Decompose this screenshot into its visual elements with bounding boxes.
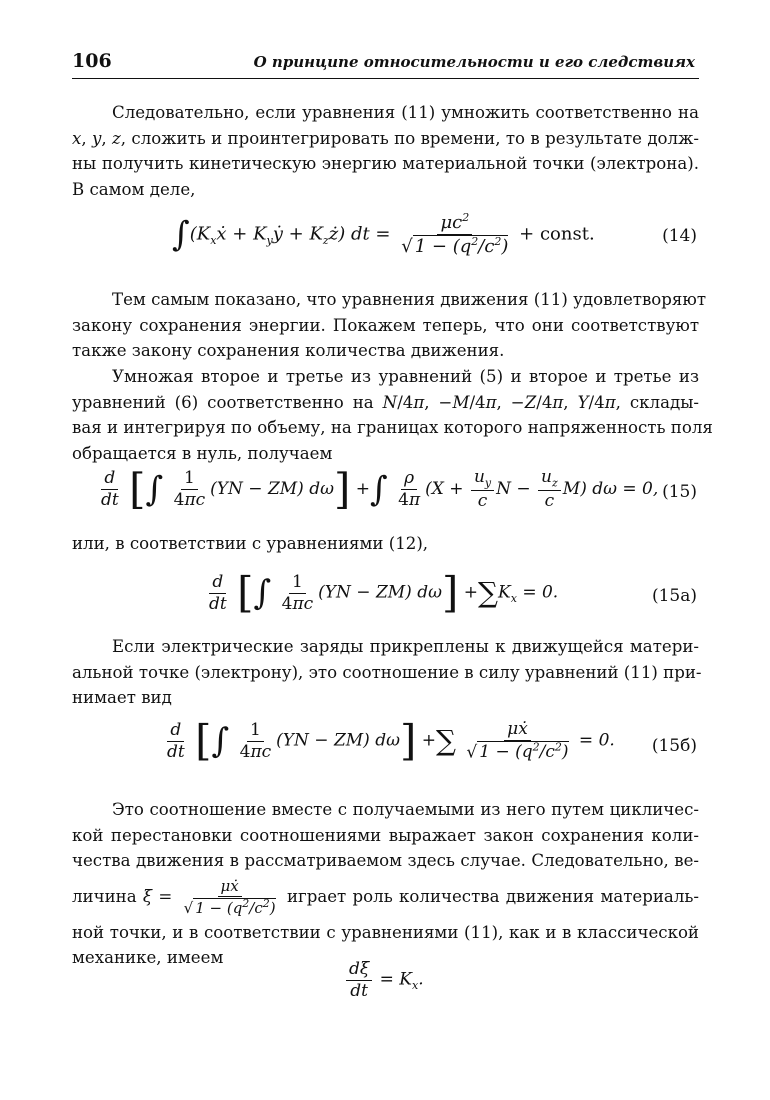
text-line: Если электрические заряды прикреплены к движущейся матери- (112, 637, 699, 656)
equation-14: $\int(K_xẋ$ + $K_yẏ$ + $K_zż$) dt = $\frac{\mu c^2}{√ 1 - (q^2/c^2)}$ + const. (14) (172, 211, 697, 257)
text-line: закону сохранения энергии. Покажем теперь, что они соответствуют (72, 315, 699, 335)
text-line: Это соотношение вместе с получаемыми из него путем цикличес- (112, 800, 699, 819)
text-line: альной точке (электрону), это соотношение в силу уравнений (11) при- (72, 662, 702, 682)
text-line: В самом деле, (72, 179, 196, 199)
text-line: Умножая второе и третье из уравнений (5) и второе и третье из (112, 367, 699, 386)
equation-15: $\frac{d}{dt}$ [∫ $\frac{1}{4\pi c}$ (YN − ZM) dω] +∫ $\frac{\rho}{4\pi}$ (X + $\frac{u_y}{c}$ N − $\frac{u_z}{c}$ M) dω = 0, (15) (101, 464, 697, 514)
text-line: или, в соответствии с уравнениями (12), (72, 534, 429, 553)
paragraph-6 (72, 797, 699, 971)
text-line: уравнений (6) соответственно на N/4π, −M/4π, −Z/4π, Y/4π, склады- (72, 392, 700, 412)
equation-number: (15) (662, 482, 697, 502)
running-title: О принципе относительности и его следствиях (253, 53, 695, 71)
text-line: нимает вид (72, 688, 172, 707)
text-line: вая и интегрируя по объему, на границах которого напряженность поля (72, 418, 713, 437)
text-line: кой перестановки соотношениями выражает закон сохранения коли- (72, 825, 699, 845)
equation-15a: $\frac{d}{dt}$ [∫ $\frac{1}{4\pi c}$ (YN − ZM) $d\omega] +\sum K_x = 0$. (15a) (209, 568, 697, 617)
paragraph-2 (72, 287, 706, 364)
text-line: механике, имеем (72, 948, 224, 967)
paragraph-5 (72, 634, 702, 711)
page-header (72, 50, 699, 79)
paragraph-4 (72, 531, 699, 557)
page-number: 106 (72, 50, 112, 72)
equation-number: (15a) (651, 586, 697, 606)
text-line: ны получить кинетическую энергию материальной точки (электрона). (72, 154, 699, 173)
paragraph-1 (72, 100, 699, 202)
text-line: чества движения в рассматриваемом здесь случае. Следовательно, ве- (72, 851, 699, 870)
text-line: Следовательно, если уравнения (11) умножить соответственно на (112, 103, 699, 122)
equation-const: + const. (519, 223, 595, 245)
text-line: Тем самым показано, что уравнения движения (11) удовлетворяют (112, 290, 706, 309)
text-line: обращается в нуль, получаем (72, 443, 333, 463)
equation-final: $\frac{d\xi}{dt}$ = $K_x$. (72, 960, 699, 1010)
text-line: x, y, z, сложить и проинтегрировать по времени, то в результате долж- (72, 128, 699, 148)
equation-number: (15б) (651, 736, 697, 756)
text-line: личина ξ = $\frac{\text{μẋ}}{√ 1 - (q^2/c^2)}$ играет роль количества движения материаль- (72, 877, 700, 917)
text-line: ной точки, и в соответствии с уравнениями (11), как и в классической (72, 922, 699, 942)
text-line: также закону сохранения количества движения. (72, 341, 505, 360)
paragraph-3 (72, 364, 713, 466)
equation-number: (14) (662, 226, 697, 246)
equation-15b: $\frac{d}{dt}$ [∫ $\frac{1}{4\pi c}$ (YN − ZM) dω] +∑ $\frac{\text{μẋ}}{√ 1 - (q^2/c^2)}$ = 0. (15б) (167, 716, 697, 766)
